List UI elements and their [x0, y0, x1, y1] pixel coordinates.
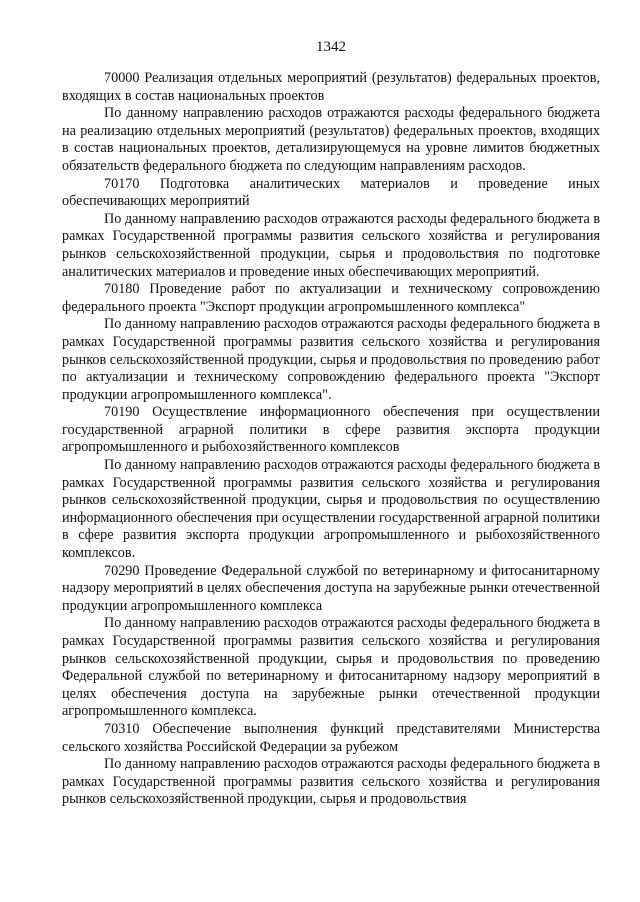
document-page [62, 38, 600, 809]
heading-70180: 70180 Проведение работ по актуализации и техническому сопровождению федерального проекта "Экспорт продукции агропромышленного комплекса" [62, 281, 600, 315]
heading-70310: 70310 Обеспечение выполнения функций представителями Министерства сельского хозяйства Российской Федерации за рубежом [62, 720, 600, 755]
description-70290: По данному направлению расходов отражаются расходы федерального бюджета в рамках Государственной программы развития сельского хозяйства и регулирования рынков сельскохозяйственной продукции, сырья и продовольствия по проведению Федеральной службой по ветеринарному и фитосанитарному надзору мероприятий в целях обеспечения доступа на зарубежные рынки отечественной продукции агропромышленного комплекса. [62, 615, 601, 720]
description-70310: По данному направлению расходов отражаются расходы федерального бюджета в рамках Государственной программы развития сельского хозяйства и регулирования рынков сельскохозяйственной продукции, сырья и продовольствия [62, 756, 601, 808]
description-70180: По данному направлению расходов отражаются расходы федерального бюджета в рамках Государственной программы развития сельского хозяйства и регулирования рынков сельскохозяйственной продукции, сырья и продовольствия по проведению работ по актуализации и техническому сопровождению федерального проекта "Экспорт продукции агропромышленного комплекса". [62, 316, 601, 403]
heading-70190: 70190 Осуществление информационного обеспечения при осуществлении государственной аграрной политики в сфере развития экспорта продукции агропромышленного и рыбохозяйственного комплексов [62, 404, 600, 456]
description-70000: По данному направлению расходов отражаются расходы федерального бюджета на реализацию отдельных мероприятий (результатов) федеральных проектов, входящих в состав национальных проектов, детализирующемуся на уровне лимитов бюджетных обязательств федерального бюджета по следующим направлениям расходов. [62, 105, 600, 174]
heading-70000: 70000 Реализация отдельных мероприятий (результатов) федеральных проектов, входящих в состав национальных проектов [62, 70, 600, 104]
heading-70170: 70170 Подготовка аналитических материалов и проведение иных обеспечивающих мероприятий [62, 175, 600, 210]
heading-70290: 70290 Проведение Федеральной службой по ветеринарному и фитосанитарному надзору мероприятий в целях обеспечения доступа на зарубежные рынки отечественной продукции агропромышленного комплекса [62, 562, 600, 614]
page-number: 1342 [316, 39, 346, 55]
description-70190: По данному направлению расходов отражаются расходы федерального бюджета в рамках Государственной программы развития сельского хозяйства и регулирования рынков сельскохозяйственной продукции, сырья и продовольствия по осуществлению информационного обеспечения при осуществлении государственной аграрной политики в сфере развития экспорта продукции агропромышленного и рыбохозяйственного комплексов. [62, 457, 601, 562]
description-70170: По данному направлению расходов отражаются расходы федерального бюджета в рамках Государственной программы развития сельского хозяйства и регулирования рынков сельскохозяйственной продукции, сырья и продовольствия по подготовке аналитических материалов и проведение иных обеспечивающих мероприятий. [62, 210, 601, 280]
